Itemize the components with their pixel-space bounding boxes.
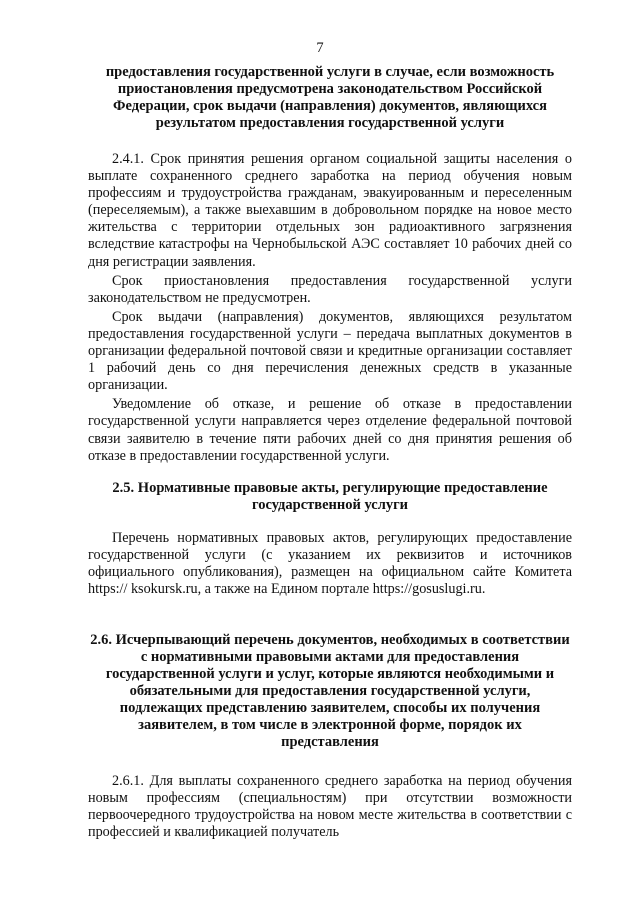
paragraph-issue-term: Срок выдачи (направления) документов, являющихся результатом предоставления государственной услуги – передача выплатных документов в организации федеральной почтовой связи и кредитные организации составляет 1 рабочий день со дня перечисления денежных средств в указанные организации. xyxy=(88,308,572,394)
paragraph-2-6-1: 2.6.1. Для выплаты сохраненного среднего заработка на период обучения новым профессиям (специальностям) при отсутствии возможности первоочередного трудоустройства на новом месте жительства в соответствии с профессией и квалификацией получатель xyxy=(88,773,572,841)
paragraph-suspension-term: Срок приостановления предоставления государственной услуги законодательством не предусмотрен. xyxy=(88,272,572,306)
paragraph-legal-acts: Перечень нормативных правовых актов, регулирующих предоставление государственной услуги (с указанием их реквизитов и источников официального опубликования), размещен на официальном сайте Комитета https:// ksokursk.ru, а также на Едином портале https://gosuslugi.ru. xyxy=(88,530,572,598)
section-heading-2-6: 2.6. Исчерпывающий перечень документов, необходимых в соответствии с нормативными правовыми актами для предоставления государственной услуги и услуг, которые являются необходимыми и обязательными для предоставления государственной услуги, подлежащих представлению заявителем, способы их получения заявителем, в том числе в электронной форме, порядок их представления xyxy=(90,632,570,750)
paragraph-2-4-1: 2.4.1. Срок принятия решения органом социальной защиты населения о выплате сохраненного среднего заработка на период обучения новым профессиям и трудоустройства гражданам, эвакуированным и переселенным (переселяемым), а также выехавшим в добровольном порядке на новое место жительства с территории отдельных зон радиоактивного загрязнения вследствие катастрофы на Чернобыльской АЭС составляет 10 рабочих дней со дня регистрации заявления. xyxy=(88,151,572,270)
section-2-4-body xyxy=(88,151,572,465)
section-2-6-body xyxy=(88,773,572,841)
page-number: 7 xyxy=(316,40,324,56)
paragraph-refusal-notice: Уведомление об отказе, и решение об отказе в предоставлении государственной услуги направляется через отделение федеральной почтовой связи заявителю в течение пяти рабочих дней со дня принятия решения об отказе в предоставлении государственной услуги. xyxy=(88,396,572,464)
section-heading-2-5: 2.5. Нормативные правовые акты, регулирующие предоставление государственной услуги xyxy=(112,480,548,513)
section-heading-2-4: предоставления государственной услуги в случае, если возможность приостановления предусмотрена законодательством Российской Федерации, срок выдачи (направления) документов, являющихся результатом предоставления государственной услуги xyxy=(105,64,555,131)
section-2-5-body xyxy=(88,530,572,598)
